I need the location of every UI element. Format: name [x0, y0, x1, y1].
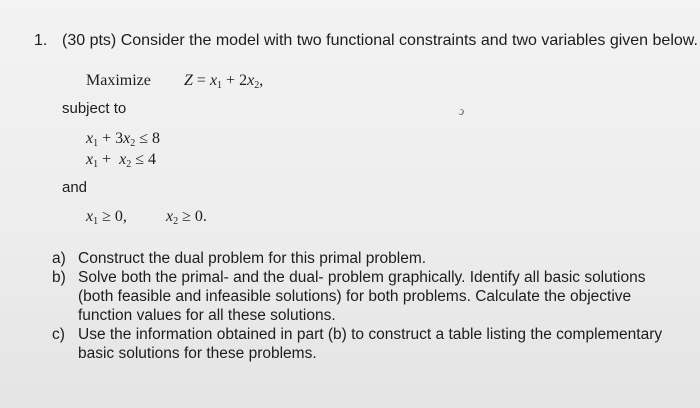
constraint-2: $x_1 + x_2 \le 4$	[86, 151, 157, 170]
maximize-label: Maximize	[86, 72, 151, 89]
and-label: and	[62, 179, 88, 196]
part-a	[52, 249, 678, 268]
part-c	[52, 325, 678, 363]
nonneg-x1: $x_1 \ge 0$,	[86, 208, 127, 227]
handwritten-mark: ↄ	[456, 103, 467, 119]
question-number: 1.	[34, 32, 48, 49]
constraint-1: $x_1 + 3x_2 \le 8$	[86, 130, 161, 149]
question-header	[34, 32, 698, 50]
part-text: Construct the dual problem for this primal problem.	[78, 250, 427, 267]
part-b	[52, 268, 678, 325]
subject-to-label: subject to	[62, 100, 127, 117]
question-parts	[52, 249, 678, 363]
part-letter: a)	[52, 250, 66, 267]
nonneg-x2: $x_2 \ge 0$.	[166, 208, 207, 227]
part-text: Solve both the primal- and the dual- problem graphically. Identify all basic solutions (both feasible and infeasible solutions) for both problems. Calculate the objective function values for all these solutions.	[78, 269, 646, 324]
part-letter: b)	[52, 269, 66, 286]
part-letter: c)	[52, 326, 65, 343]
question-header-text: (30 pts) Consider the model with two functional constraints and two variables given below.	[62, 32, 698, 49]
objective-function: $Z = x_1 + 2x_2$,	[184, 72, 264, 91]
part-text: Use the information obtained in part (b) to construct a table listing the complementary basic solutions for these problems.	[78, 326, 663, 362]
